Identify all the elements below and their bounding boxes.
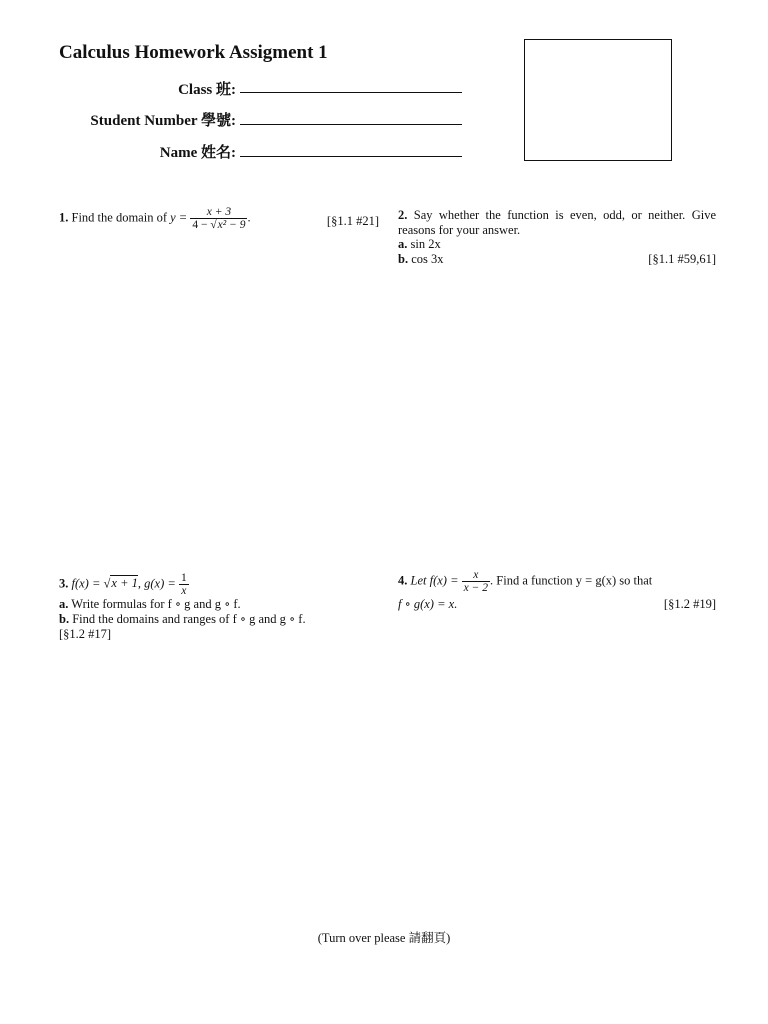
problem-2-b-text: cos 3x [411,252,444,266]
problem-1-text: Find the domain of [71,210,167,225]
problem-3-frac-den: x [181,585,187,597]
problem-1 [59,206,379,231]
class-label: Class 班: [178,82,236,98]
problem-4-frac-den: x − 2 [463,582,489,594]
problem-4-number: 4. [398,573,408,588]
problem-3-a-text: Write formulas for f ∘ g and g ∘ f. [71,597,241,611]
problem-2-part-b [398,252,716,267]
problem-1-frac-sqrt: x² − 9 [217,219,246,231]
problem-3-f-sqrt: x + 1 [111,576,138,591]
problem-3-g-def: , g(x) = [137,576,179,591]
sqrt-symbol: √ [210,219,217,231]
problem-2-part-a [398,237,441,252]
problem-3-b-text: Find the domains and ranges of f ∘ g and g ∘ f. [72,612,306,626]
problem-3-reference: [§1.2 #17] [59,627,112,641]
problem-3 [59,572,389,597]
problem-3-f-def: f(x) = [71,576,104,591]
problem-2-b-label: b. [398,252,409,266]
problem-3-number: 3. [59,576,69,591]
problem-1-frac-den: 4 − [192,219,211,231]
student-number-label: Student Number 學號: [90,113,236,129]
problem-4-line-2 [398,597,716,612]
page-title: Calculus Homework Assigment 1 [59,42,328,63]
problem-3-part-b [59,612,306,627]
name-field[interactable] [240,156,462,157]
problem-2-a-text: sin 2x [410,237,441,251]
student-number-field-label [40,109,236,131]
footer-note: (Turn over please 請翻頁) [317,931,451,945]
problem-3-frac-num: 1 [180,572,187,584]
problem-1-number: 1. [59,210,69,225]
problem-4 [398,569,716,594]
problem-2-text: Say whether the function is even, odd, or neither. Give reasons for your answer. [398,208,716,237]
problem-1-fraction [190,206,247,231]
problem-4-text-b: . Find a function y = g(x) so that [490,573,653,588]
problem-4-frac-num: x [462,569,490,582]
problem-1-reference: [§1.1 #21] [326,214,379,228]
problem-2-a-label: a. [398,237,408,251]
problem-2-number: 2. [398,208,408,222]
problem-4-fraction [462,569,490,594]
problem-3-fraction [179,572,189,597]
problem-1-var: y = [170,210,188,225]
problem-3-part-a [59,597,241,612]
name-label: Name 姓名: [159,145,236,161]
class-field[interactable] [240,92,462,93]
problem-2-reference: [§1.1 #59,61] [648,252,716,266]
problem-4-text-c: f ∘ g(x) = x. [398,597,458,611]
problem-3-a-label: a. [59,597,69,611]
name-field-label [100,141,236,163]
problem-2 [398,208,716,238]
grade-box [524,39,672,161]
student-number-field[interactable] [240,124,462,125]
problem-1-frac-num: x + 3 [190,206,247,219]
sqrt-symbol: √ [103,576,111,591]
problem-4-reference: [§1.2 #19] [663,597,716,611]
problem-1-tail: . [247,210,251,225]
problem-3-b-label: b. [59,612,70,626]
class-field-label [100,78,236,100]
problem-4-text-a: Let f(x) = [410,573,462,588]
